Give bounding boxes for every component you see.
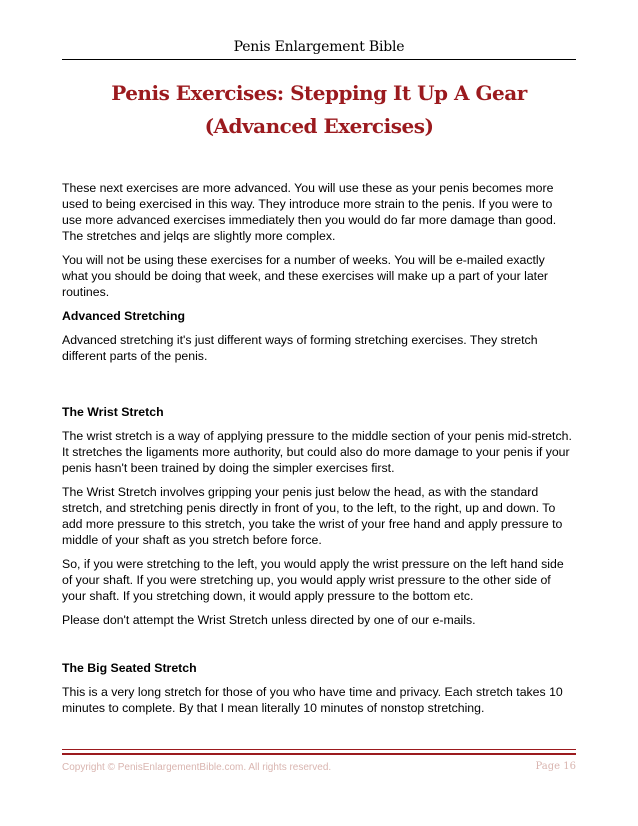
intro-paragraph-1: These next exercises are more advanced. You will use these as your penis becomes more used to being exercised in this way. They introduce more strain to the penis. If you were to use more advanced exercises immediately then you would do far more damage than good. The stretches and jelqs are slightly more complex. [62, 181, 557, 243]
wrist-stretch-paragraph-4: Please don't attempt the Wrist Stretch unless directed by one of our e-mails. [62, 613, 476, 627]
header-rule [62, 59, 576, 60]
page-title [62, 77, 576, 143]
page-title-line-1: Penis Exercises: Stepping It Up A Gear [111, 81, 527, 105]
footer-rule-thin [62, 749, 576, 750]
advanced-stretching-paragraph: Advanced stretching it's just different ways of forming stretching exercises. They stretch different parts of the penis. [62, 333, 538, 363]
intro-paragraph-2: You will not be using these exercises for a number of weeks. You will be e-mailed exactly what you should be doing that week, and these exercises will make up a part of your later routines. [62, 253, 549, 299]
body-content [62, 180, 572, 716]
wrist-stretch-heading: The Wrist Stretch [62, 405, 164, 419]
footer-copyright: Copyright © PenisEnlargementBible.com. All rights reserved. [62, 762, 332, 773]
wrist-stretch-paragraph-1: The wrist stretch is a way of applying pressure to the middle section of your penis mid-stretch. It stretches the ligaments more authority, but could also do more damage to your penis if your penis hasn't been trained by doing the simpler exercises first. [62, 429, 572, 475]
footer-rule-thick [62, 753, 576, 755]
running-header: Penis Enlargement Bible [233, 39, 405, 55]
big-seated-stretch-heading: The Big Seated Stretch [62, 661, 197, 675]
wrist-stretch-paragraph-2: The Wrist Stretch involves gripping your penis just below the head, as with the standard stretch, and stretching penis directly in front of you, to the left, to the right, up and down. To add more pressure to this stretch, you take the wrist of your free hand and apply pressure to middle of your shaft as you stretch before force. [62, 485, 563, 547]
big-seated-stretch-paragraph: This is a very long stretch for those of you who have time and privacy. Each stretch takes 10 minutes to complete. By that I mean literally 10 minutes of nonstop stretching. [62, 685, 563, 715]
wrist-stretch-paragraph-3: So, if you were stretching to the left, you would apply the wrist pressure on the left hand side of your shaft. If you were stretching up, you would apply wrist pressure to the other side of your shaft. If you stretching down, it would apply pressure to the bottom etc. [62, 557, 564, 603]
advanced-stretching-heading: Advanced Stretching [62, 309, 185, 323]
page-title-line-2: (Advanced Exercises) [204, 114, 434, 138]
footer-page-number: Page 16 [535, 761, 576, 772]
